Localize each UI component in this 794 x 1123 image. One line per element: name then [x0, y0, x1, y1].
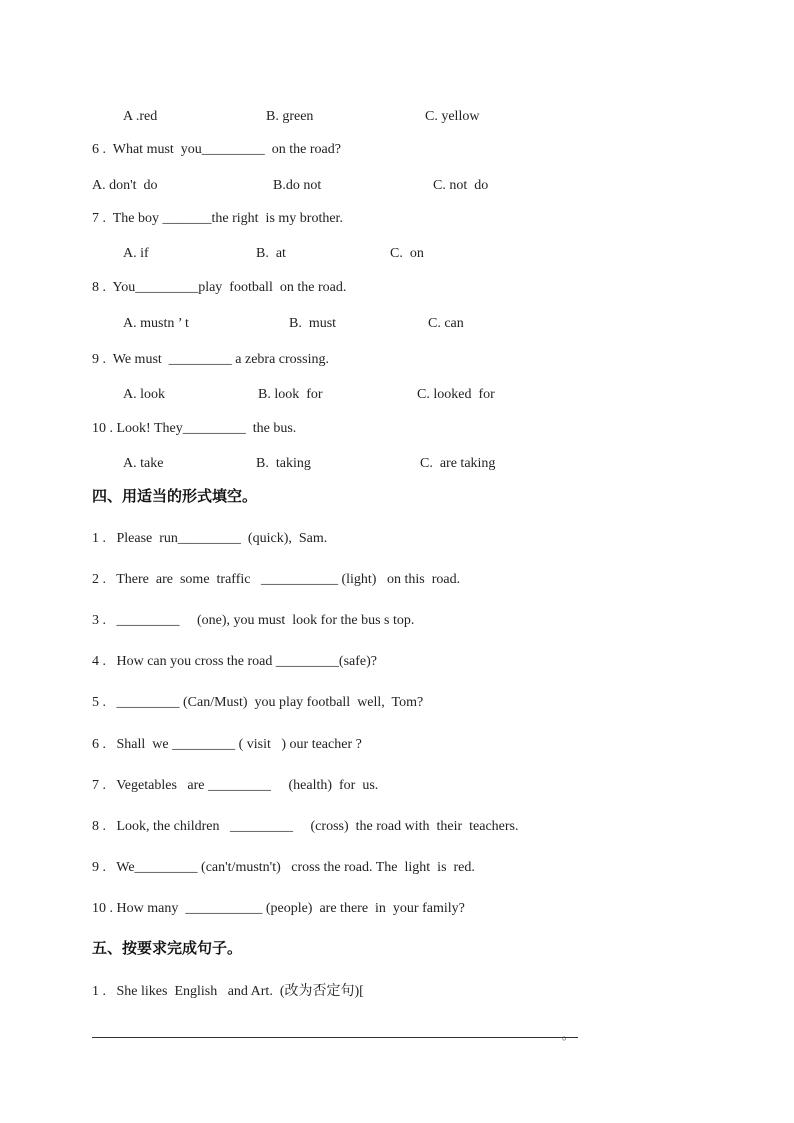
q9-option-c: C. looked for [417, 387, 495, 402]
q10-option-c: C. are taking [420, 456, 496, 471]
answer-line-end-mark: 。 [562, 1028, 575, 1042]
section4-item-6: 6 . Shall we _________ ( visit ) our teacher ? [92, 737, 362, 752]
q9-option-a: A. look [123, 387, 165, 402]
q10-option-b: B. taking [256, 456, 311, 471]
q6-option-a: A. don't do [92, 178, 158, 193]
q5-option-c: C. yellow [425, 109, 480, 124]
q7-option-a: A. if [123, 246, 149, 261]
q7-stem: 7 . The boy _______the right is my brother. [92, 211, 343, 226]
q8-option-c: C. can [428, 316, 464, 331]
section4-item-1: 1 . Please run_________ (quick), Sam. [92, 531, 328, 546]
q7-option-c: C. on [390, 246, 424, 261]
q8-option-b: B. must [289, 316, 337, 331]
q5-option-a: A .red [123, 109, 158, 124]
q9-stem: 9 . We must _________ a zebra crossing. [92, 352, 329, 367]
section5-item-1: 1 . She likes English and Art. (改为否定句)[ [92, 984, 364, 999]
q10-option-a: A. take [123, 456, 164, 471]
q9-option-b: B. look for [258, 387, 323, 402]
answer-line [92, 1037, 578, 1038]
section4-item-5: 5 . _________ (Can/Must) you play football well, Tom? [92, 695, 424, 710]
q10-stem: 10 . Look! They_________ the bus. [92, 421, 297, 436]
q6-option-b: B.do not [273, 178, 322, 193]
q8-stem: 8 . You_________play football on the road. [92, 280, 347, 295]
q6-option-c: C. not do [433, 178, 489, 193]
section4-item-7: 7 . Vegetables are _________ (health) for us. [92, 778, 379, 793]
section5-title: 五、按要求完成句子。 [92, 939, 243, 957]
section4-title: 四、用适当的形式填空。 [92, 487, 258, 505]
q5-option-b: B. green [266, 109, 314, 124]
section4-item-9: 9 . We_________ (can't/mustn't) cross the road. The light is red. [92, 860, 475, 875]
q6-stem: 6 . What must you_________ on the road? [92, 142, 341, 157]
section4-item-3: 3 . _________ (one), you must look for the bus s top. [92, 613, 415, 628]
section4-item-2: 2 . There are some traffic ___________ (light) on this road. [92, 572, 461, 587]
q7-option-b: B. at [256, 246, 286, 261]
q8-option-a: A. mustn ’ t [123, 316, 189, 331]
section4-item-10: 10 . How many ___________ (people) are there in your family? [92, 901, 465, 916]
section4-item-4: 4 . How can you cross the road _________(safe)? [92, 654, 377, 669]
section4-item-8: 8 . Look, the children _________ (cross) the road with their teachers. [92, 819, 519, 834]
